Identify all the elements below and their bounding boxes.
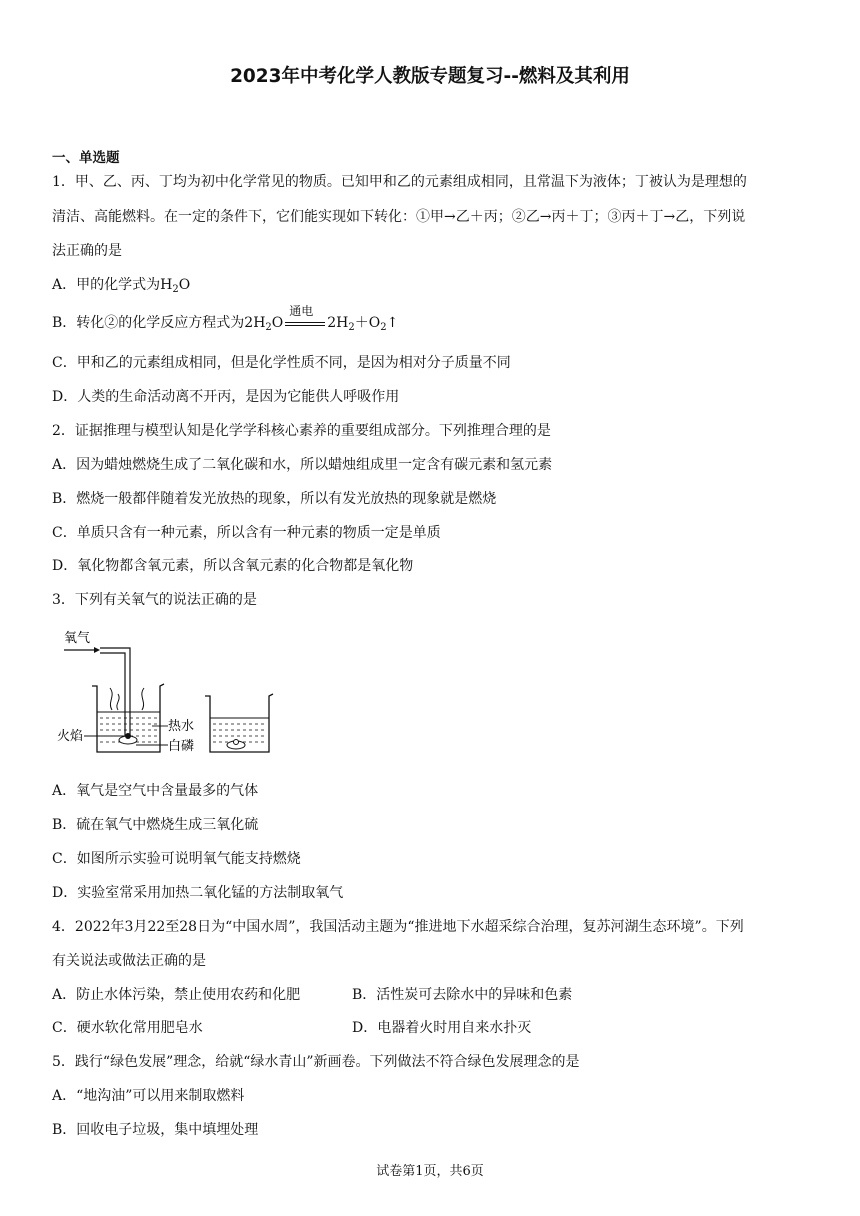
- page-footer: 试卷第1页，共6页: [376, 1164, 484, 1179]
- q3-option-c: C．如图所示实验可说明氧气能支持燃烧: [52, 851, 301, 867]
- q2-option-b: B．燃烧一般都伴随着发光放热的现象，所以有发光放热的现象就是燃烧: [52, 491, 497, 507]
- q1-stem-line1: 1．甲、乙、丙、丁均为初中化学常见的物质。已知甲和乙的元素组成相同，且常温下为液体；丁被认为是理想的: [52, 174, 747, 190]
- q4-stem-line2: 有关说法或做法正确的是: [52, 953, 206, 969]
- q3-option-b: B．硫在氧气中燃烧生成三氧化硫: [52, 817, 259, 833]
- q1-option-a: A．甲的化学式为$H_2O$: [52, 277, 191, 295]
- q2-option-c: C．单质只含有一种元素，所以含有一种元素的物质一定是单质: [52, 525, 441, 541]
- section-heading: 一、单选题: [52, 150, 120, 166]
- q2-stem: 2．证据推理与模型认知是化学学科核心素养的重要组成部分。下列推理合理的是: [52, 423, 551, 439]
- figure-label-oxygen: 氧气: [64, 631, 91, 646]
- q3-option-d: D．实验室常采用加热二氧化锰的方法制取氧气: [52, 885, 344, 901]
- q5-option-b: B．回收电子垃圾，集中填埋处理: [52, 1122, 259, 1138]
- q1-stem-line2: 清洁、高能燃料。在一定的条件下，它们能实现如下转化：①甲→乙＋丙；②乙→丙＋丁；③丙＋丁→乙，下列说: [52, 209, 746, 225]
- q4-option-b: B．活性炭可去除水中的异味和色素: [352, 987, 573, 1003]
- q1-option-c: C．甲和乙的元素组成相同，但是化学性质不同，是因为相对分子质量不同: [52, 355, 511, 371]
- figure-label-white-phosphorus: 白磷: [168, 739, 195, 754]
- q4-option-a: A．防止水体污染，禁止使用农药和化肥: [52, 987, 301, 1003]
- q1-stem-line3: 法正确的是: [52, 243, 122, 259]
- q5-stem: 5．践行“绿色发展”理念，给就“绿水青山”新画卷。下列做法不符合绿色发展理念的是: [52, 1054, 580, 1070]
- q4-option-d: D．电器着火时用自来水扑灭: [352, 1020, 532, 1036]
- q3-stem: 3．下列有关氧气的说法正确的是: [52, 592, 257, 608]
- q1-option-b: B．转化②的化学反应方程式为$2H_2O$ 通电 $2H_2+O_2↑$: [52, 304, 399, 333]
- figure-label-hot-water: 热水: [168, 719, 195, 734]
- q4-stem-line1: 4．2022年3月22至28日为“中国水周”，我国活动主题为“推进地下水超采综合治理，复苏河湖生态环境”。下列: [52, 919, 744, 935]
- q2-option-a: A．因为蜡烛燃烧生成了二氧化碳和水，所以蜡烛组成里一定含有碳元素和氢元素: [52, 457, 553, 473]
- reaction-condition: 通电: [283, 313, 327, 333]
- figure-label-flame: 火焰: [57, 729, 84, 744]
- q4-option-c: C．硬水软化常用肥皂水: [52, 1020, 203, 1036]
- q3-option-a: A．氧气是空气中含量最多的气体: [52, 783, 259, 799]
- experiment-figure: [52, 624, 282, 759]
- q1-option-d: D．人类的生命活动离不开丙，是因为它能供人呼吸作用: [52, 389, 400, 405]
- q2-option-d: D．氧化物都含氧元素，所以含氧元素的化合物都是氧化物: [52, 558, 414, 574]
- page-title: 2023年中考化学人教版专题复习--燃料及其利用: [230, 66, 630, 87]
- q5-option-a: A．“地沟油”可以用来制取燃料: [52, 1088, 245, 1104]
